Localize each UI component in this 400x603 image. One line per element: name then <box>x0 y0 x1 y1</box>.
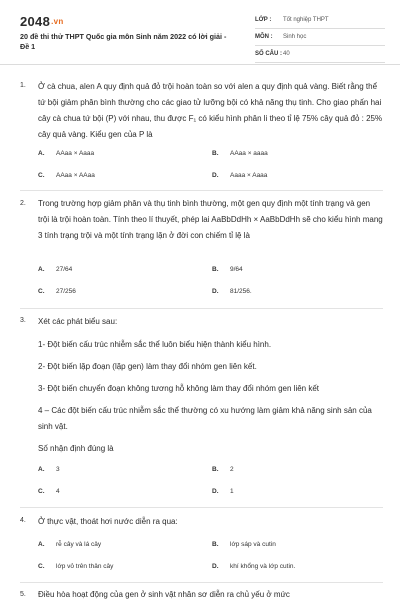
exam-title: 20 đề thi thử THPT Quốc gia môn Sinh năm 2022 có lời giải - Đề 1 <box>20 32 227 51</box>
question-text: Điều hòa hoạt động của gen ở sinh vật nhân sơ diễn ra chủ yếu ở mức <box>38 590 290 599</box>
logo-text: 2048 <box>20 14 51 29</box>
option-text: 81/256. <box>230 288 252 295</box>
option-text: Aaaa × Aaaa <box>230 172 268 179</box>
meta-row-count <box>255 46 385 63</box>
question-number: 4. <box>20 517 26 524</box>
option-text: 4 <box>56 488 60 495</box>
option-letter: D. <box>212 563 219 570</box>
option-text: 27/64 <box>56 266 73 273</box>
site-logo[interactable] <box>20 14 64 29</box>
option-text: 27/256 <box>56 288 76 295</box>
option-letter: A. <box>38 466 45 473</box>
question-text: Ở cà chua, alen A quy định quả đỏ trội hoàn toàn so với alen a quy định quả vàng. Biết rằng thể tứ bội giảm phân bình thường cho các giao tử lưỡng bội có khả năng thụ tinh. Cho giao phấn hai cây cà chua tứ bội (P) với nhau, thu được F₁ có kiểu hình phân li theo tỉ lệ 75% cây quả đỏ : 25% cây quả vàng. Kiểu gen của P là <box>38 82 383 139</box>
option-a[interactable] <box>38 466 60 473</box>
option-text: 9/64 <box>230 266 243 273</box>
meta-key: SỐ CÂU : <box>255 51 282 57</box>
option-text: lớp sáp và cutin <box>230 541 276 548</box>
option-d[interactable] <box>212 488 234 495</box>
option-a[interactable] <box>38 266 72 273</box>
logo-suffix: .vn <box>51 17 64 26</box>
option-letter: D. <box>212 488 219 495</box>
statement-1: 1- Đột biến cấu trúc nhiễm sắc thể luôn biểu hiện thành kiểu hình. <box>38 340 272 349</box>
option-letter: B. <box>212 150 219 157</box>
option-b[interactable] <box>212 266 243 273</box>
option-d[interactable] <box>212 563 295 570</box>
option-letter: C. <box>38 563 45 570</box>
option-c[interactable] <box>38 172 95 179</box>
meta-row-subject <box>255 29 385 46</box>
option-text: 1 <box>230 488 234 495</box>
option-letter: A. <box>38 266 45 273</box>
option-c[interactable] <box>38 563 113 570</box>
option-letter: A. <box>38 150 45 157</box>
divider <box>20 308 383 309</box>
meta-value: 40 <box>283 51 290 57</box>
option-text: AAaa × aaaa <box>230 150 268 157</box>
meta-key: LỚP : <box>255 17 272 23</box>
option-text: AAaa × Aaaa <box>56 150 95 157</box>
option-letter: D. <box>212 288 219 295</box>
question-text: Ở thực vật, thoát hơi nước diễn ra qua: <box>38 517 178 526</box>
meta-row-class <box>255 12 385 29</box>
question-number: 5. <box>20 591 26 598</box>
option-letter: C. <box>38 288 45 295</box>
option-b[interactable] <box>212 150 268 157</box>
option-letter: B. <box>212 541 219 548</box>
meta-value: Tốt nghiệp THPT <box>283 17 329 23</box>
question-number: 1. <box>20 82 26 89</box>
option-d[interactable] <box>212 172 267 179</box>
page-header <box>0 0 400 65</box>
option-b[interactable] <box>212 466 234 473</box>
option-letter: D. <box>212 172 219 179</box>
question-prompt: Số nhận định đúng là <box>38 444 114 453</box>
statement-4: 4 – Các đột biến cấu trúc nhiễm sắc thể thường có xu hướng làm giảm khả năng sinh sản của sinh vật. <box>38 406 372 431</box>
statement-2: 2- Đột biến lặp đoạn (lặp gen) làm thay đổi nhóm gen liên kết. <box>38 362 257 371</box>
option-text: rễ cây và lá cây <box>56 541 102 548</box>
option-text: 3 <box>56 466 60 473</box>
question-text: Trong trường hợp giảm phân và thụ tinh bình thường, một gen quy định một tính trạng và gen trội là trội hoàn toàn. Tính theo lí thuyết, phép lai AaBbDdHh × AaBbDdHh sẽ cho kiểu hình mang 3 tính trạng trội và một tính trạng lặn ở đời con chiếm tỉ lệ là <box>38 199 383 240</box>
option-a[interactable] <box>38 150 94 157</box>
option-text: khí khổng và lớp cutin. <box>230 563 296 570</box>
option-text: 2 <box>230 466 234 473</box>
option-letter: B. <box>212 466 219 473</box>
option-c[interactable] <box>38 488 60 495</box>
option-letter: A. <box>38 541 45 548</box>
question-number: 2. <box>20 200 26 207</box>
option-letter: C. <box>38 488 45 495</box>
meta-value: Sinh học <box>283 34 307 40</box>
exam-meta <box>255 12 385 63</box>
statement-3: 3- Đột biến chuyển đoạn không tương hỗ không làm thay đổi nhóm gen liên kết <box>38 384 320 393</box>
option-a[interactable] <box>38 541 101 548</box>
option-letter: C. <box>38 172 45 179</box>
question-number: 3. <box>20 317 26 324</box>
option-d[interactable] <box>212 288 252 295</box>
question-text: Xét các phát biểu sau: <box>38 317 118 326</box>
option-text: AAaa × AAaa <box>56 172 95 179</box>
option-b[interactable] <box>212 541 276 548</box>
option-c[interactable] <box>38 288 76 295</box>
option-letter: B. <box>212 266 219 273</box>
divider <box>20 507 383 508</box>
divider <box>20 582 383 583</box>
meta-key: MÔN : <box>255 34 273 40</box>
option-text: lớp vỏ trên thân cây <box>56 563 114 570</box>
divider <box>20 190 383 191</box>
